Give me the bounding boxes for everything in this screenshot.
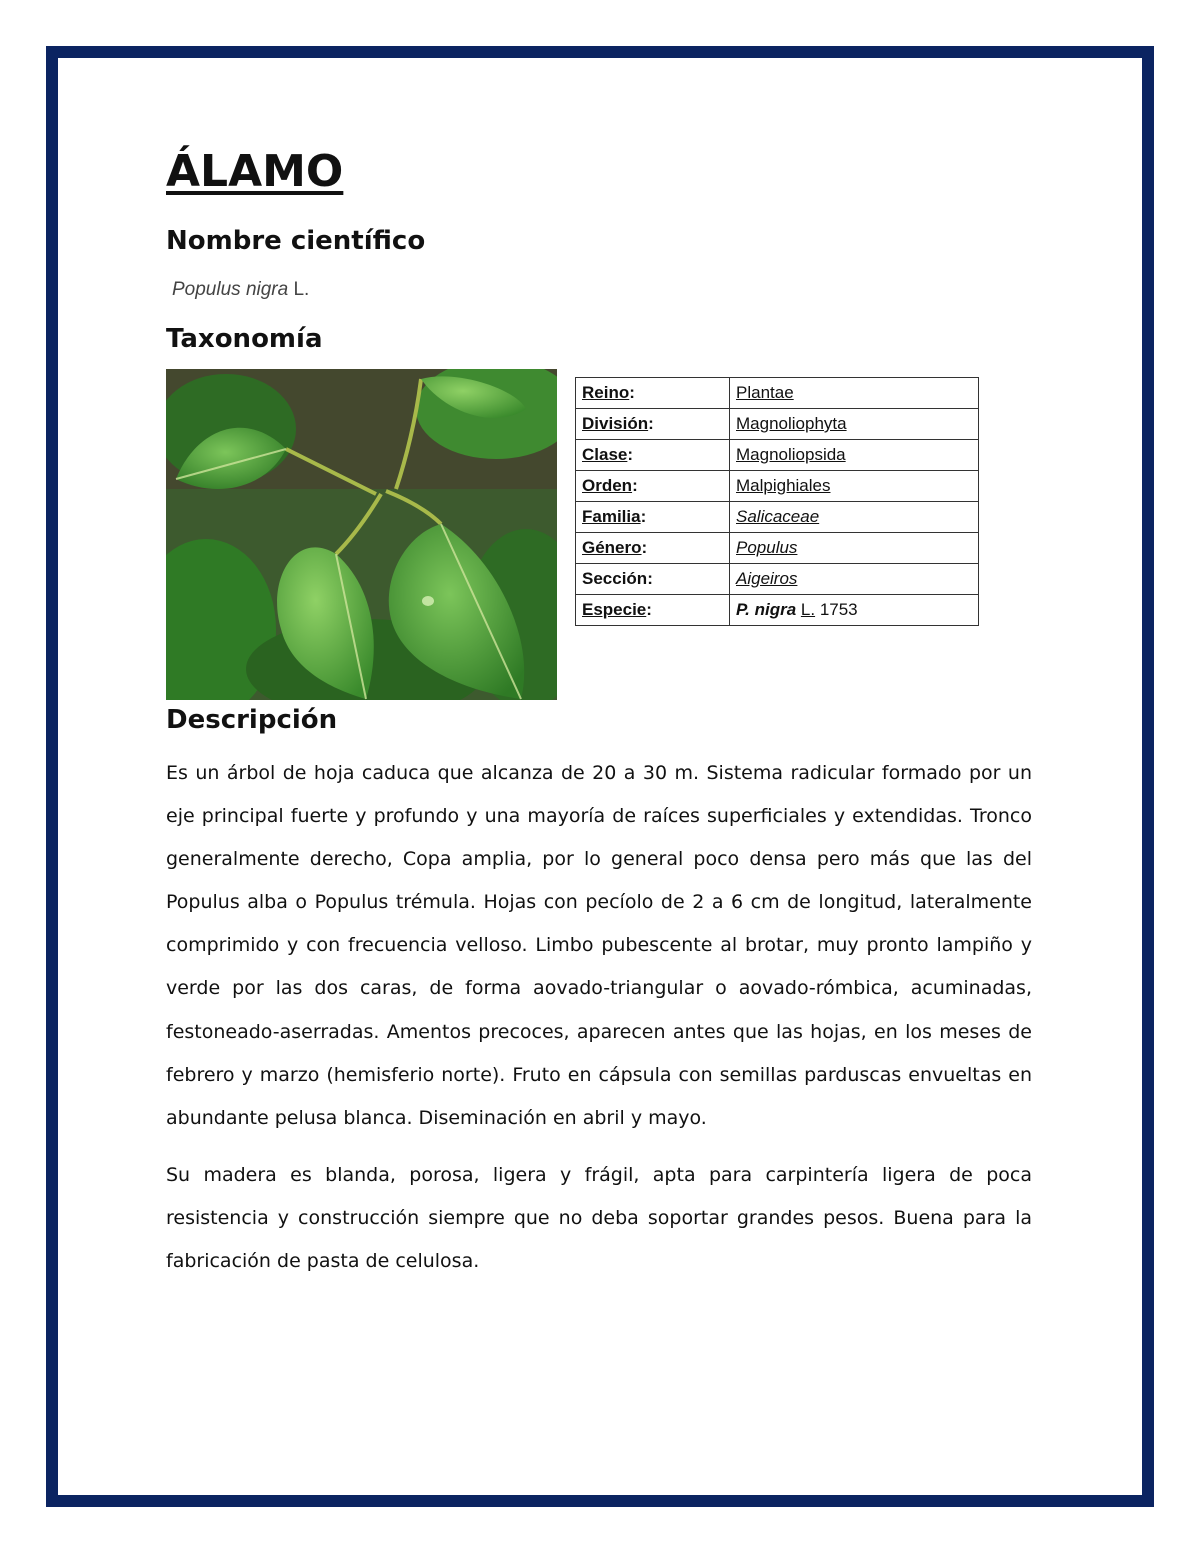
description-paragraph-1: Es un árbol de hoja caduca que alcanza de 20 a 30 m. Sistema radicular formado por un eje principal fuerte y profundo y una mayoría de raíces superficiales y extendidas. Tronco generalmente derecho, Copa amplia, por lo general poco densa pero más que las del Populus alba o Populus trémula. Hojas con pecíolo de 2 a 6 cm de longitud, lateralmente comprimido y con frecuencia velloso. Limbo pubescente al brotar, muy pronto lampiño y verde por las dos caras, de forma aovado-triangular o aovado-rómbica, acuminadas, festoneado-aserradas. Amentos precoces, aparecen antes que las hojas, en los meses de febrero y marzo (hemisferio norte). Fruto en cápsula con semillas parduscas envueltas en abundante pelusa blanca. Diseminación en abril y mayo. <box>166 762 1032 1129</box>
taxonomy-value[interactable] <box>730 409 979 440</box>
taxonomy-value[interactable] <box>730 502 979 533</box>
taxonomy-link[interactable]: Malpighiales <box>736 476 831 495</box>
page-title: ÁLAMO <box>166 146 344 197</box>
taxonomy-row-seccion <box>576 564 979 595</box>
species-year: 1753 <box>819 600 858 619</box>
scientific-name-binomial: Populus nigra <box>172 279 289 300</box>
taxonomy-row-reino <box>576 378 979 409</box>
taxonomy-link[interactable]: Aigeiros <box>736 569 798 588</box>
description-paragraph-2: Su madera es blanda, porosa, ligera y frágil, apta para carpintería ligera de poca resistencia y construcción siempre que no deba soportar grandes pesos. Buena para la fabricación de pasta de celulosa. <box>166 1164 1032 1273</box>
taxonomy-value[interactable] <box>730 533 979 564</box>
heading-scientific-name: Nombre científico <box>166 226 426 256</box>
taxonomy-link[interactable]: Populus <box>736 538 798 557</box>
taxonomy-key: Familia: <box>576 502 730 533</box>
taxonomy-link[interactable]: L. <box>800 600 816 619</box>
scientific-name <box>172 279 309 301</box>
heading-taxonomy: Taxonomía <box>166 324 323 354</box>
taxonomy-value <box>730 595 979 626</box>
taxonomy-value[interactable] <box>730 471 979 502</box>
taxonomy-value[interactable] <box>730 440 979 471</box>
taxonomy-row-division <box>576 409 979 440</box>
taxonomy-link[interactable]: Magnoliopsida <box>736 445 846 464</box>
taxonomy-row-familia <box>576 502 979 533</box>
taxonomy-row-orden <box>576 471 979 502</box>
taxonomy-link[interactable]: Plantae <box>736 383 794 402</box>
taxonomy-value[interactable] <box>730 378 979 409</box>
taxonomy-row-especie <box>576 595 979 626</box>
taxonomy-link[interactable]: Salicaceae <box>736 507 820 526</box>
taxonomy-key: Reino: <box>576 378 730 409</box>
scientific-name-author: L. <box>293 279 310 300</box>
taxonomy-key: Orden: <box>576 471 730 502</box>
taxonomy-key: Género: <box>576 533 730 564</box>
taxonomy-table <box>575 377 979 626</box>
taxonomy-key: División: <box>576 409 730 440</box>
taxonomy-row-clase <box>576 440 979 471</box>
poplar-leaves-photo <box>166 369 557 700</box>
taxonomy-row-genero <box>576 533 979 564</box>
taxonomy-key: Sección: <box>576 564 730 595</box>
taxonomy-value[interactable] <box>730 564 979 595</box>
taxonomy-link[interactable]: Magnoliophyta <box>736 414 847 433</box>
taxonomy-key: Clase: <box>576 440 730 471</box>
heading-description: Descripción <box>166 705 338 735</box>
species-name: P. nigra <box>736 600 797 619</box>
taxonomy-key: Especie: <box>576 595 730 626</box>
